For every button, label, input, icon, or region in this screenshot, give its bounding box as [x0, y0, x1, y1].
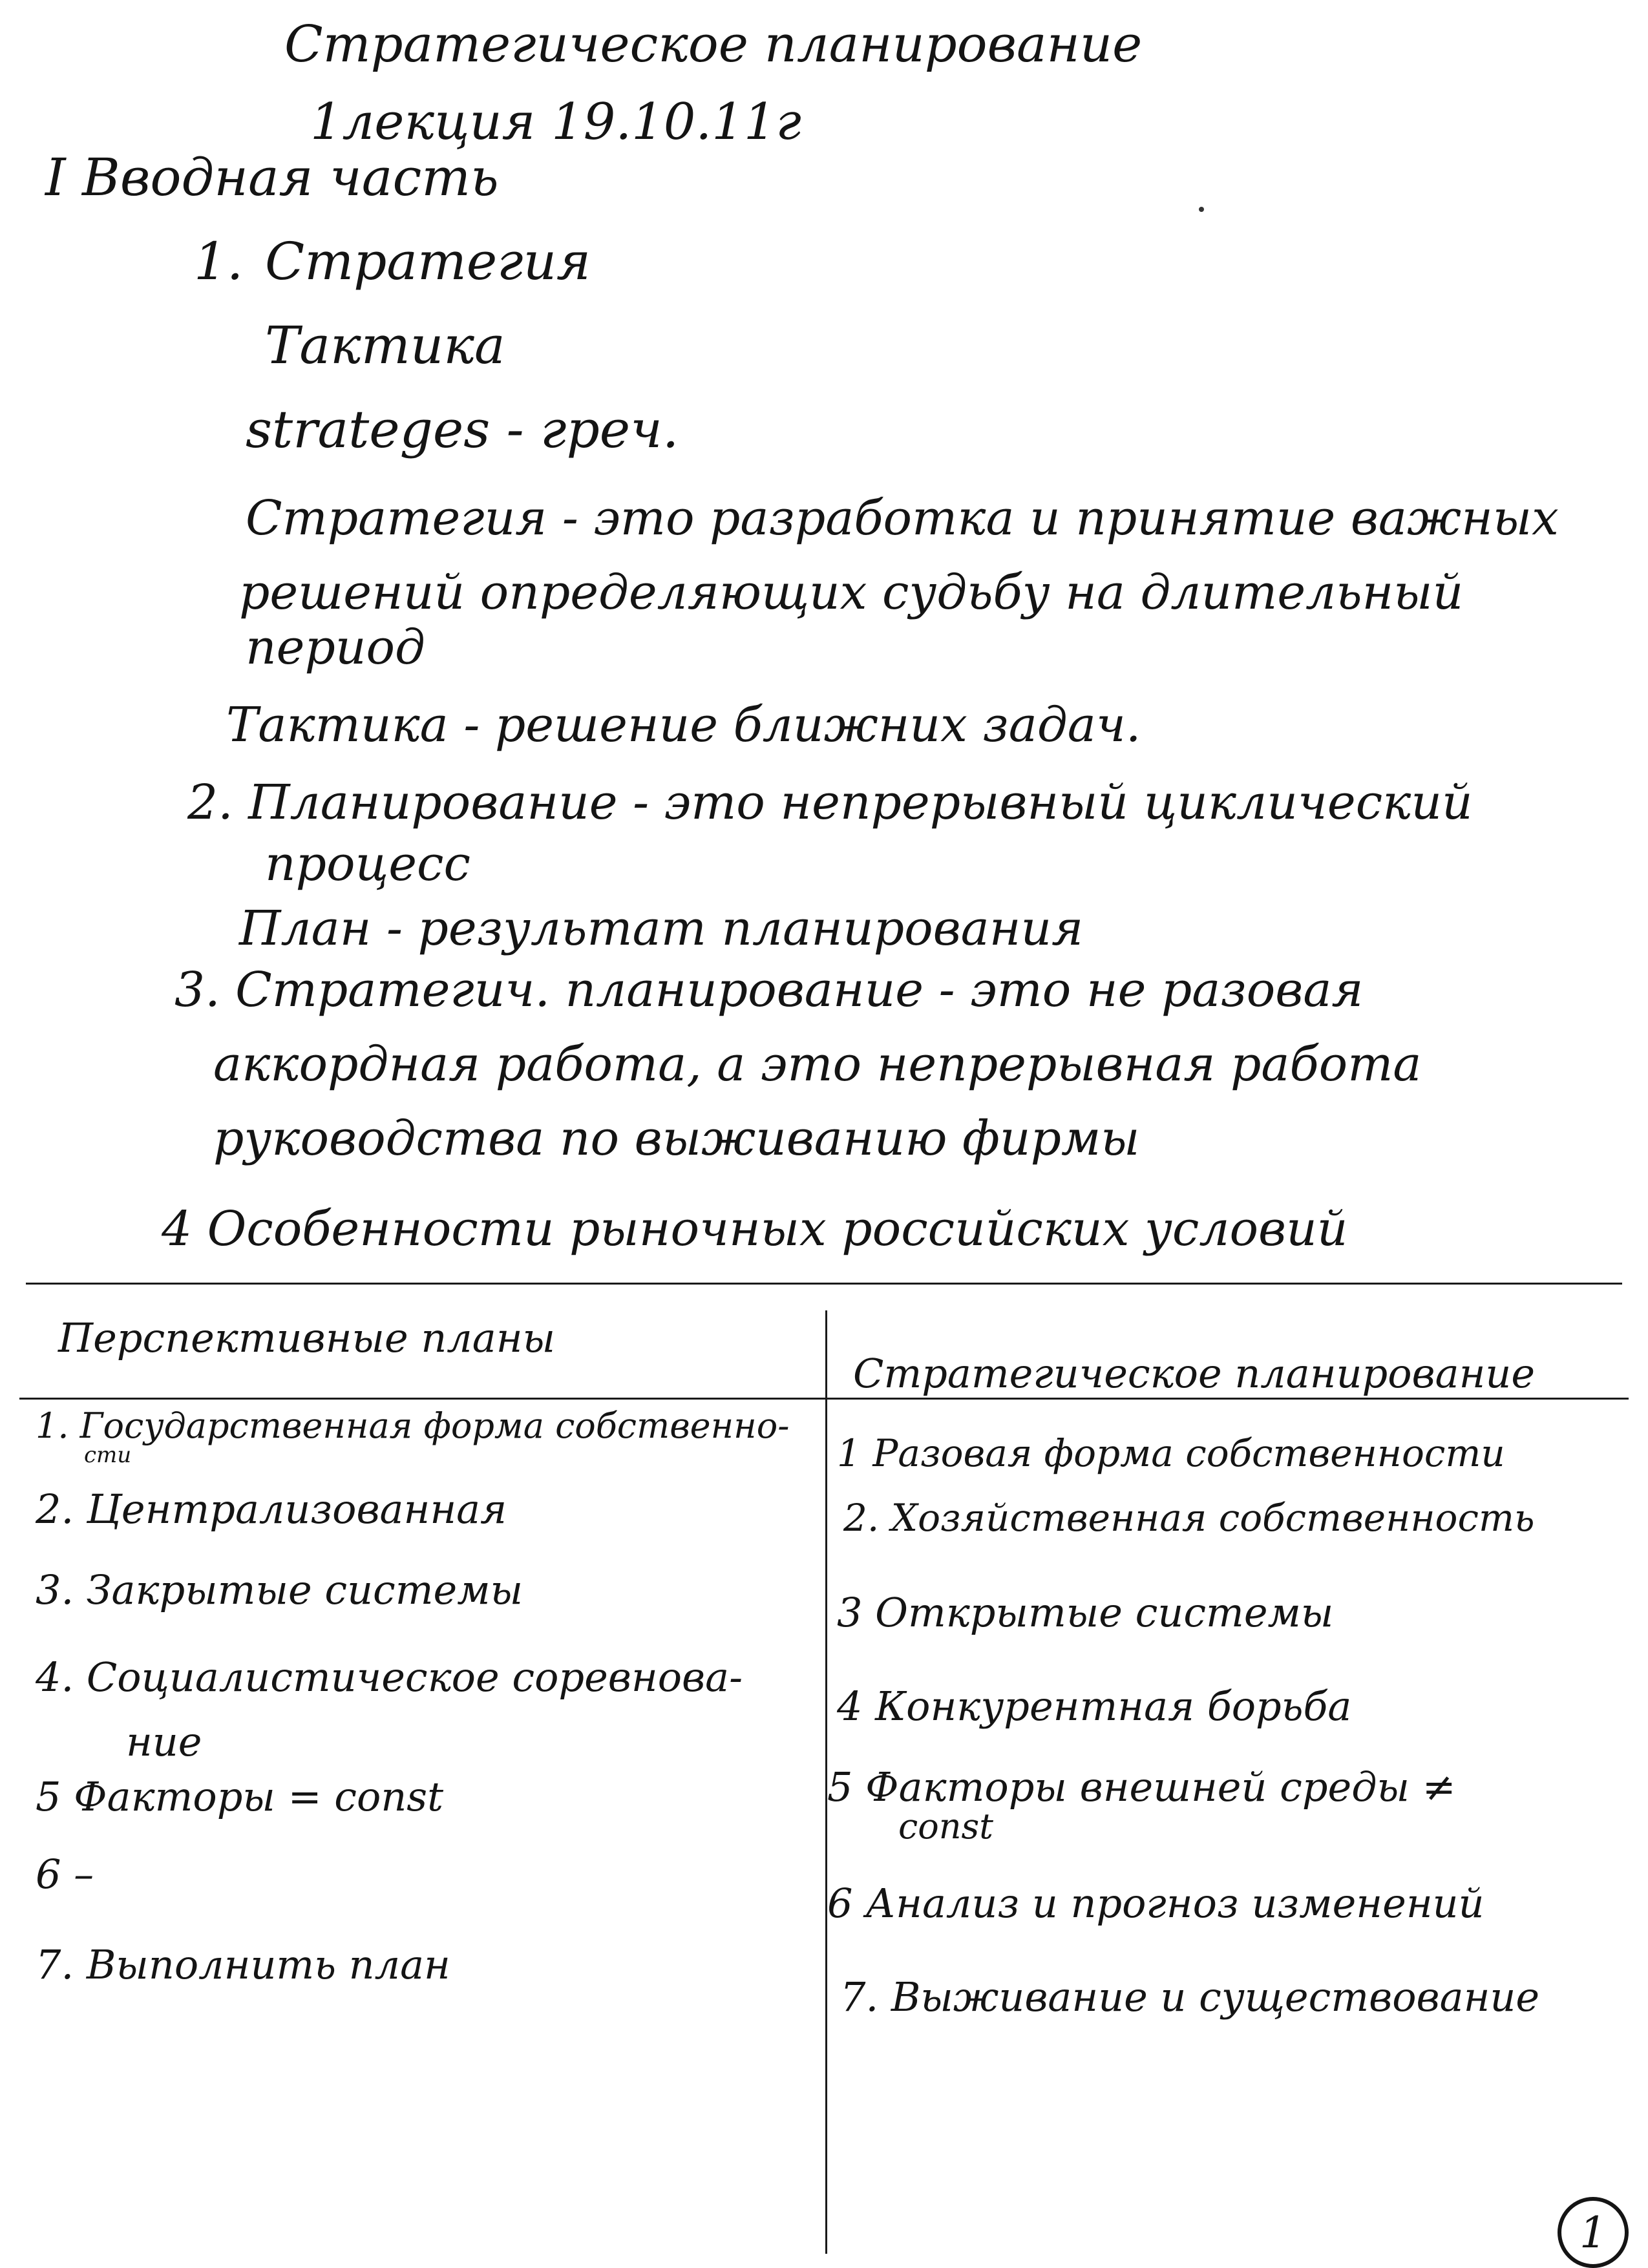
table-header-rule	[19, 1398, 1629, 1400]
left-row-6: 6 –	[36, 1851, 94, 1898]
item-1-strategy: Стратегия	[265, 231, 591, 291]
item-3-line-1: 3. Стратегич. планирование - это не разовая	[174, 962, 1364, 1018]
right-row-1: 1 Разовая форма собственности	[837, 1431, 1505, 1475]
right-row-5-cont: const	[898, 1806, 993, 1847]
item-2-line-2: процесс	[265, 836, 470, 892]
left-row-1-cont: сти	[84, 1442, 132, 1468]
right-row-2: 2. Хозяйственная собственность	[843, 1496, 1535, 1540]
item-1-tactics: Тактика	[265, 315, 505, 375]
lecture-date: 1лекция 19.10.11г	[310, 93, 801, 151]
item-3-line-2: аккордная работа, а это непрерывная работа	[213, 1036, 1422, 1092]
greek-origin: strateges - греч.	[246, 399, 679, 459]
right-row-4: 4 Конкурентная борьба	[837, 1683, 1352, 1730]
strategy-definition-line-1: Стратегия - это разработка и принятие важных	[246, 490, 1559, 546]
left-row-2: 2. Централизованная	[36, 1486, 507, 1533]
right-row-6: 6 Анализ и прогноз изменений	[827, 1880, 1484, 1927]
item-3-line-3: руководства по выживанию фирмы	[213, 1111, 1140, 1166]
left-row-3: 3. Закрытые системы	[36, 1566, 523, 1613]
left-row-5: 5 Факторы = const	[36, 1773, 443, 1820]
tactics-definition: Тактика - решение ближних задач.	[226, 697, 1141, 753]
strategy-definition-line-2: решений определяющих судьбу на длительный	[239, 565, 1464, 620]
section-heading: I Вводная часть	[45, 147, 499, 207]
page-number: 1	[1579, 2207, 1607, 2258]
left-column-header: Перспективные планы	[58, 1314, 556, 1361]
item-2-line-1: 2. Планирование - это непрерывный циклический	[187, 775, 1473, 830]
left-row-4-cont: ние	[126, 1718, 202, 1765]
item-4: 4 Особенности рыночных российских условий	[162, 1201, 1348, 1257]
right-row-3: 3 Открытые системы	[837, 1589, 1334, 1636]
left-row-7: 7. Выполнить план	[36, 1941, 450, 1988]
right-row-7: 7. Выживание и существование	[840, 1973, 1540, 2021]
left-row-1: 1. Государственная форма собственно-	[36, 1405, 790, 1446]
page-title: Стратегическое планирование	[284, 16, 1143, 74]
item-1-number: 1.	[194, 231, 244, 291]
page-number-badge	[1558, 2197, 1629, 2268]
strategy-definition-line-3: период	[246, 620, 425, 675]
table-top-rule	[26, 1283, 1622, 1285]
item-2-line-3: План - результат планирования	[239, 901, 1084, 956]
left-row-4: 4. Социалистическое соревнова-	[36, 1654, 743, 1701]
right-row-5: 5 Факторы внешней среды ≠	[827, 1763, 1456, 1811]
right-column-header: Стратегическое планирование	[853, 1350, 1536, 1397]
ink-dot	[1199, 207, 1204, 212]
